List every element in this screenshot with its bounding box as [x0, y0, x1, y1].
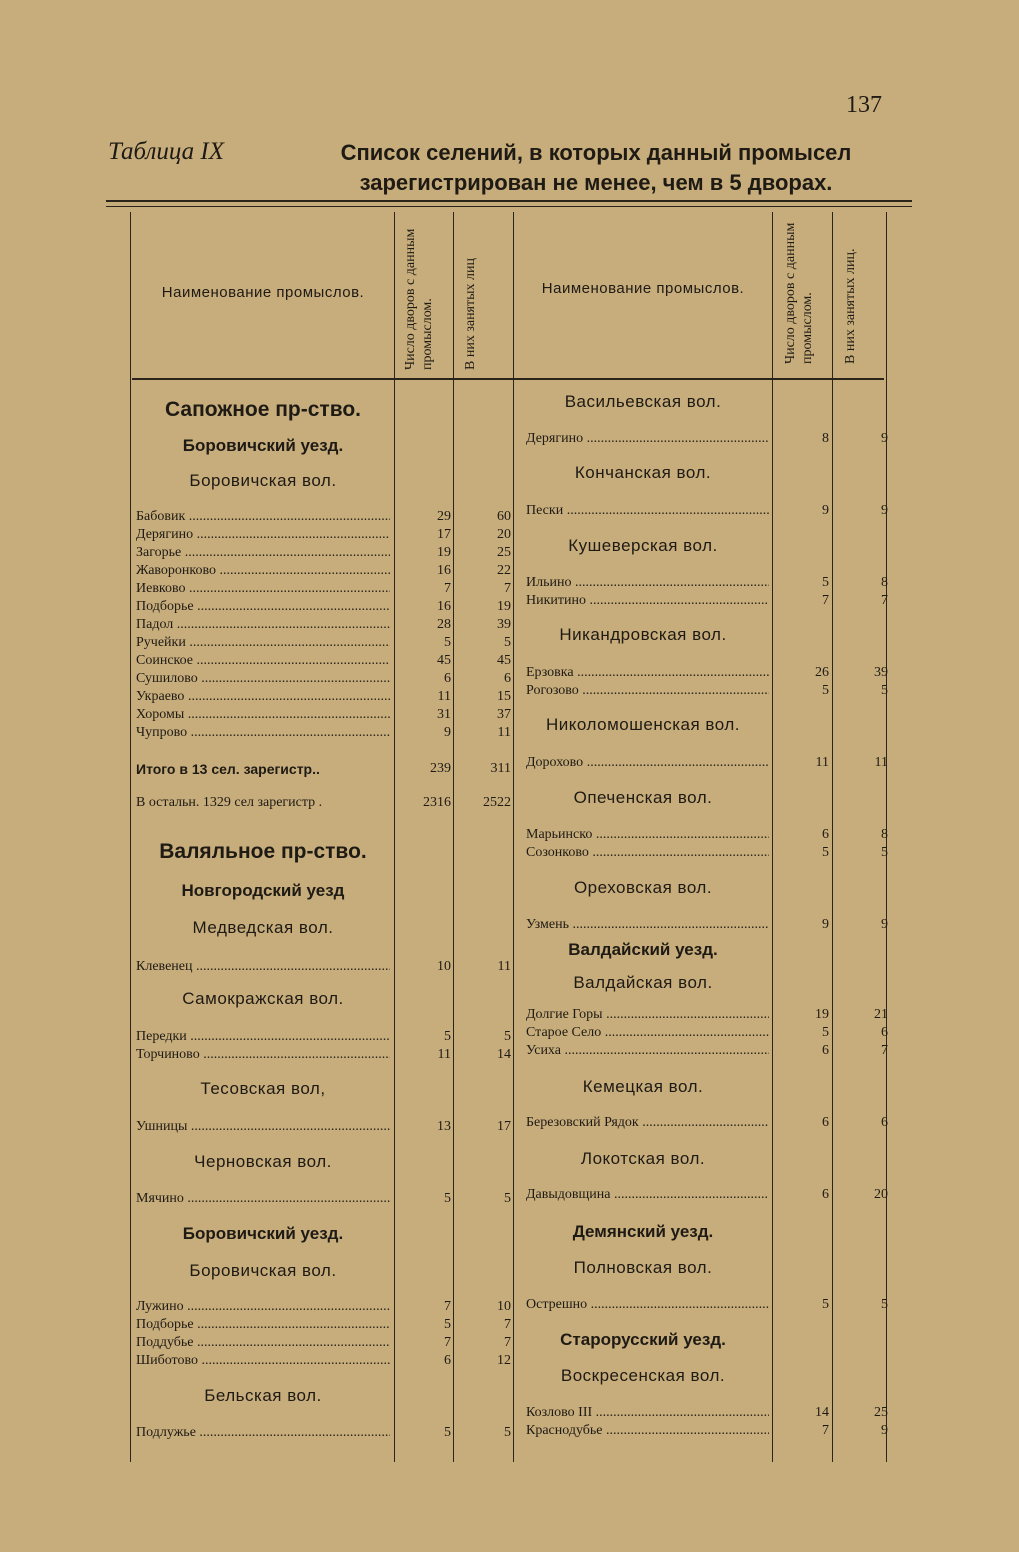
volost-heading: Кушеверская вол. — [568, 536, 718, 555]
persons-value: 12 — [497, 1353, 511, 1368]
village-name: Шиботово ..... — [136, 1352, 390, 1370]
grid-line — [453, 212, 454, 1462]
village-name: Подлужье ..... — [136, 1424, 390, 1442]
table-row — [136, 598, 511, 616]
table-row — [526, 430, 888, 448]
households-value: 5 — [822, 845, 829, 860]
persons-value: 7 — [504, 581, 511, 596]
village-name: Узмень ..... — [526, 916, 769, 934]
volost-heading: Кончанская вол. — [574, 463, 712, 482]
households-value: 2316 — [423, 795, 451, 810]
table-row — [136, 1028, 511, 1046]
persons-value: 5 — [881, 683, 888, 698]
table-row — [526, 1024, 888, 1042]
table-row — [526, 826, 888, 844]
table-row — [136, 634, 511, 652]
households-value: 5 — [444, 1191, 451, 1206]
table-row — [136, 1190, 511, 1208]
village-name: Ерзовка ..... — [526, 664, 769, 682]
village-name: Ильино ..... — [526, 574, 769, 592]
table-row — [136, 1298, 511, 1316]
persons-value: 5 — [881, 845, 888, 860]
households-value: 13 — [437, 1119, 451, 1134]
households-value: 19 — [437, 545, 451, 560]
table-row — [526, 682, 888, 700]
village-name: Торчиново ..... — [136, 1046, 390, 1064]
volost-heading: Боровичская вол. — [189, 1261, 337, 1280]
households-value: 45 — [437, 653, 451, 668]
persons-value: 10 — [497, 1299, 511, 1314]
persons-value: 21 — [874, 1007, 888, 1022]
persons-value: 45 — [497, 653, 511, 668]
persons-value: 9 — [881, 1423, 888, 1438]
table-row — [136, 1352, 511, 1370]
households-value: 6 — [822, 1187, 829, 1202]
persons-value: 60 — [497, 509, 511, 524]
households-value: 5 — [444, 1029, 451, 1044]
households-value: 11 — [437, 1047, 451, 1062]
village-name: Лужино ..... — [136, 1298, 390, 1316]
persons-value: 20 — [497, 527, 511, 542]
table-label: Таблица IX — [108, 138, 225, 165]
persons-value: 19 — [497, 599, 511, 614]
village-name: Поддубье ..... — [136, 1334, 390, 1352]
persons-value: 22 — [497, 563, 511, 578]
table-row — [526, 664, 888, 682]
persons-value: 7 — [881, 1043, 888, 1058]
village-name: Клевенец ..... — [136, 958, 390, 976]
table-row — [526, 1186, 888, 1204]
persons-value: 11 — [497, 725, 511, 740]
persons-value: 9 — [881, 431, 888, 446]
persons-value: 5 — [504, 1029, 511, 1044]
volost-heading: Никандровская вол. — [559, 625, 727, 644]
table-row — [136, 1334, 511, 1352]
volost-heading: Полновская вол. — [573, 1258, 713, 1277]
households-value: 26 — [815, 665, 829, 680]
village-name: Итого в 13 сел. зарегистр.. — [136, 761, 320, 777]
village-name: Рогозово ..... — [526, 682, 769, 700]
volost-heading: Валдайская вол. — [573, 973, 713, 992]
village-name: Падол ..... — [136, 616, 390, 634]
persons-value: 6 — [504, 671, 511, 686]
village-name: Краснодубье ..... — [526, 1422, 769, 1440]
households-value: 31 — [437, 707, 451, 722]
volost-heading: Воскресенская вол. — [560, 1366, 726, 1385]
persons-value: 37 — [497, 707, 511, 722]
uezd-heading: Боровичский уезд. — [182, 1224, 344, 1243]
table-row — [136, 724, 511, 742]
table-caption: Список селений, в которых данный промысел зарегистрирован не менее, чем в 5 дворах. — [340, 140, 852, 195]
village-name: Козлово III ..... — [526, 1404, 769, 1422]
households-value: 14 — [815, 1405, 829, 1420]
table-row — [526, 844, 888, 862]
persons-value: 39 — [874, 665, 888, 680]
village-name: Чупрово ..... — [136, 724, 390, 742]
table-row — [526, 1404, 888, 1422]
header-persons-left: В них занятых лиц — [463, 258, 478, 370]
persons-value: 8 — [881, 827, 888, 842]
village-name: Подборье ..... — [136, 598, 390, 616]
households-value: 6 — [444, 1353, 451, 1368]
volost-heading: Николомошенская вол. — [546, 715, 740, 734]
table-row — [526, 1006, 888, 1024]
table-row — [526, 1296, 888, 1314]
households-value: 7 — [444, 1335, 451, 1350]
table-row — [526, 754, 888, 772]
top-rule — [106, 200, 912, 202]
table-row — [136, 526, 511, 544]
persons-value: 17 — [497, 1119, 511, 1134]
village-name: Жаворонково ..... — [136, 562, 390, 580]
header-name-right: Наименование промыслов. — [541, 280, 745, 297]
households-value: 5 — [444, 1425, 451, 1440]
households-value: 7 — [444, 1299, 451, 1314]
uezd-heading: Старорусский уезд. — [560, 1330, 726, 1349]
village-name: Ручейки ..... — [136, 634, 390, 652]
volost-heading: Самокражская вол. — [182, 989, 344, 1008]
households-value: 5 — [444, 635, 451, 650]
village-name: Усиха ..... — [526, 1042, 769, 1060]
table-row — [136, 670, 511, 688]
households-value: 16 — [437, 599, 451, 614]
households-value: 17 — [437, 527, 451, 542]
table-row — [136, 1118, 511, 1136]
households-value: 6 — [822, 1115, 829, 1130]
volost-heading: Медведская вол. — [192, 918, 334, 937]
village-name: Передки ..... — [136, 1028, 390, 1046]
village-name: Дорохово ..... — [526, 754, 769, 772]
table-row — [136, 562, 511, 580]
table-row — [136, 1046, 511, 1064]
persons-value: 7 — [504, 1317, 511, 1332]
village-name: Давыдовщина ..... — [526, 1186, 769, 1204]
households-value: 19 — [815, 1007, 829, 1022]
village-name: Сушилово ..... — [136, 670, 390, 688]
households-value: 5 — [822, 683, 829, 698]
table-row — [526, 502, 888, 520]
uezd-heading: Новгородский уезд — [181, 881, 345, 900]
table-row — [526, 1422, 888, 1440]
village-name: Иевково ..... — [136, 580, 390, 598]
persons-value: 5 — [504, 1191, 511, 1206]
persons-value: 5 — [504, 1425, 511, 1440]
village-name: Мячино ..... — [136, 1190, 390, 1208]
persons-value: 15 — [497, 689, 511, 704]
village-name: Дерягино ..... — [136, 526, 390, 544]
households-value: 5 — [444, 1317, 451, 1332]
persons-value: 7 — [504, 1335, 511, 1350]
households-value: 9 — [822, 917, 829, 932]
households-value: 11 — [815, 755, 829, 770]
total-row — [136, 760, 511, 778]
uezd-heading: Демянский уезд. — [572, 1222, 714, 1241]
table-row — [136, 1316, 511, 1334]
industry-heading: Валяльное пр-ство. — [159, 840, 367, 863]
households-value: 6 — [444, 671, 451, 686]
village-name: Никитино ..... — [526, 592, 769, 610]
households-value: 6 — [822, 827, 829, 842]
households-value: 16 — [437, 563, 451, 578]
table-row — [136, 508, 511, 526]
persons-value: 11 — [874, 755, 888, 770]
table-row — [526, 916, 888, 934]
households-value: 29 — [437, 509, 451, 524]
persons-value: 25 — [874, 1405, 888, 1420]
village-name: Пески ..... — [526, 502, 769, 520]
header-households-right: Число дворов с данным промыслом. — [783, 222, 815, 364]
grid-line — [130, 212, 131, 1462]
table-row — [136, 794, 511, 812]
table-row — [526, 574, 888, 592]
volost-heading: Опеченская вол. — [573, 788, 713, 807]
village-name: Украево ..... — [136, 688, 390, 706]
table-row — [526, 592, 888, 610]
village-name: Соинское ..... — [136, 652, 390, 670]
persons-value: 9 — [881, 503, 888, 518]
table-row — [136, 616, 511, 634]
village-name: Долгие Горы ..... — [526, 1006, 769, 1024]
header-households-left: Число дворов с данным промыслом. — [403, 228, 435, 370]
households-value: 7 — [822, 1423, 829, 1438]
households-value: 7 — [822, 593, 829, 608]
uezd-heading: Валдайский уезд. — [568, 940, 718, 959]
households-value: 5 — [822, 575, 829, 590]
table-row — [136, 580, 511, 598]
header-persons-right: В них занятых лиц. — [843, 248, 858, 364]
persons-value: 7 — [881, 593, 888, 608]
volost-heading: Ореховская вол. — [573, 878, 713, 897]
table-row — [526, 1042, 888, 1060]
persons-value: 8 — [881, 575, 888, 590]
village-name: Ушницы ..... — [136, 1118, 390, 1136]
households-value: 11 — [437, 689, 451, 704]
households-value: 28 — [437, 617, 451, 632]
persons-value: 5 — [881, 1297, 888, 1312]
village-name: Марьинско ..... — [526, 826, 769, 844]
households-value: 9 — [444, 725, 451, 740]
persons-value: 39 — [497, 617, 511, 632]
persons-value: 311 — [490, 761, 511, 776]
households-value: 5 — [822, 1025, 829, 1040]
table-row — [526, 1114, 888, 1132]
industry-heading: Сапожное пр-ство. — [164, 398, 361, 421]
page-number: 137 — [846, 92, 882, 118]
persons-value: 14 — [497, 1047, 511, 1062]
table-row — [136, 688, 511, 706]
persons-value: 25 — [497, 545, 511, 560]
village-name: Хоромы ..... — [136, 706, 390, 724]
persons-value: 9 — [881, 917, 888, 932]
village-name: В остальн. 1329 сел зарегистр . — [136, 795, 323, 810]
uezd-heading: Боровичский уезд. — [182, 436, 344, 455]
persons-value: 6 — [881, 1025, 888, 1040]
table-row — [136, 544, 511, 562]
persons-value: 20 — [874, 1187, 888, 1202]
table-row — [136, 958, 511, 976]
header-name-left: Наименование промыслов. — [161, 284, 365, 301]
table-row — [136, 706, 511, 724]
village-name: Дерягино ..... — [526, 430, 769, 448]
volost-heading: Васильевская вол. — [564, 392, 722, 411]
volost-heading: Бельская вол. — [204, 1386, 322, 1405]
village-name: Созонково ..... — [526, 844, 769, 862]
persons-value: 11 — [497, 959, 511, 974]
households-value: 9 — [822, 503, 829, 518]
grid-line — [513, 212, 514, 1462]
households-value: 239 — [430, 761, 451, 776]
village-name: Березовский Рядок ..... — [526, 1114, 769, 1132]
persons-value: 6 — [881, 1115, 888, 1130]
persons-value: 2522 — [483, 795, 511, 810]
volost-heading: Локотская вол. — [580, 1149, 706, 1168]
households-value: 5 — [822, 1297, 829, 1312]
volost-heading: Боровичская вол. — [189, 471, 337, 490]
households-value: 6 — [822, 1043, 829, 1058]
persons-value: 5 — [504, 635, 511, 650]
village-name: Острешно ..... — [526, 1296, 769, 1314]
village-name: Загорье ..... — [136, 544, 390, 562]
volost-heading: Кемецкая вол. — [582, 1077, 704, 1096]
volost-heading: Черновская вол. — [194, 1152, 332, 1171]
table-row — [136, 652, 511, 670]
village-name: Старое Село ..... — [526, 1024, 769, 1042]
table-row — [136, 1424, 511, 1442]
village-name: Бабовик ..... — [136, 508, 390, 526]
grid-line — [394, 212, 395, 1462]
households-value: 8 — [822, 431, 829, 446]
households-value: 7 — [444, 581, 451, 596]
volost-heading: Тесовская вол, — [200, 1079, 326, 1098]
households-value: 10 — [437, 959, 451, 974]
village-name: Подборье ..... — [136, 1316, 390, 1334]
